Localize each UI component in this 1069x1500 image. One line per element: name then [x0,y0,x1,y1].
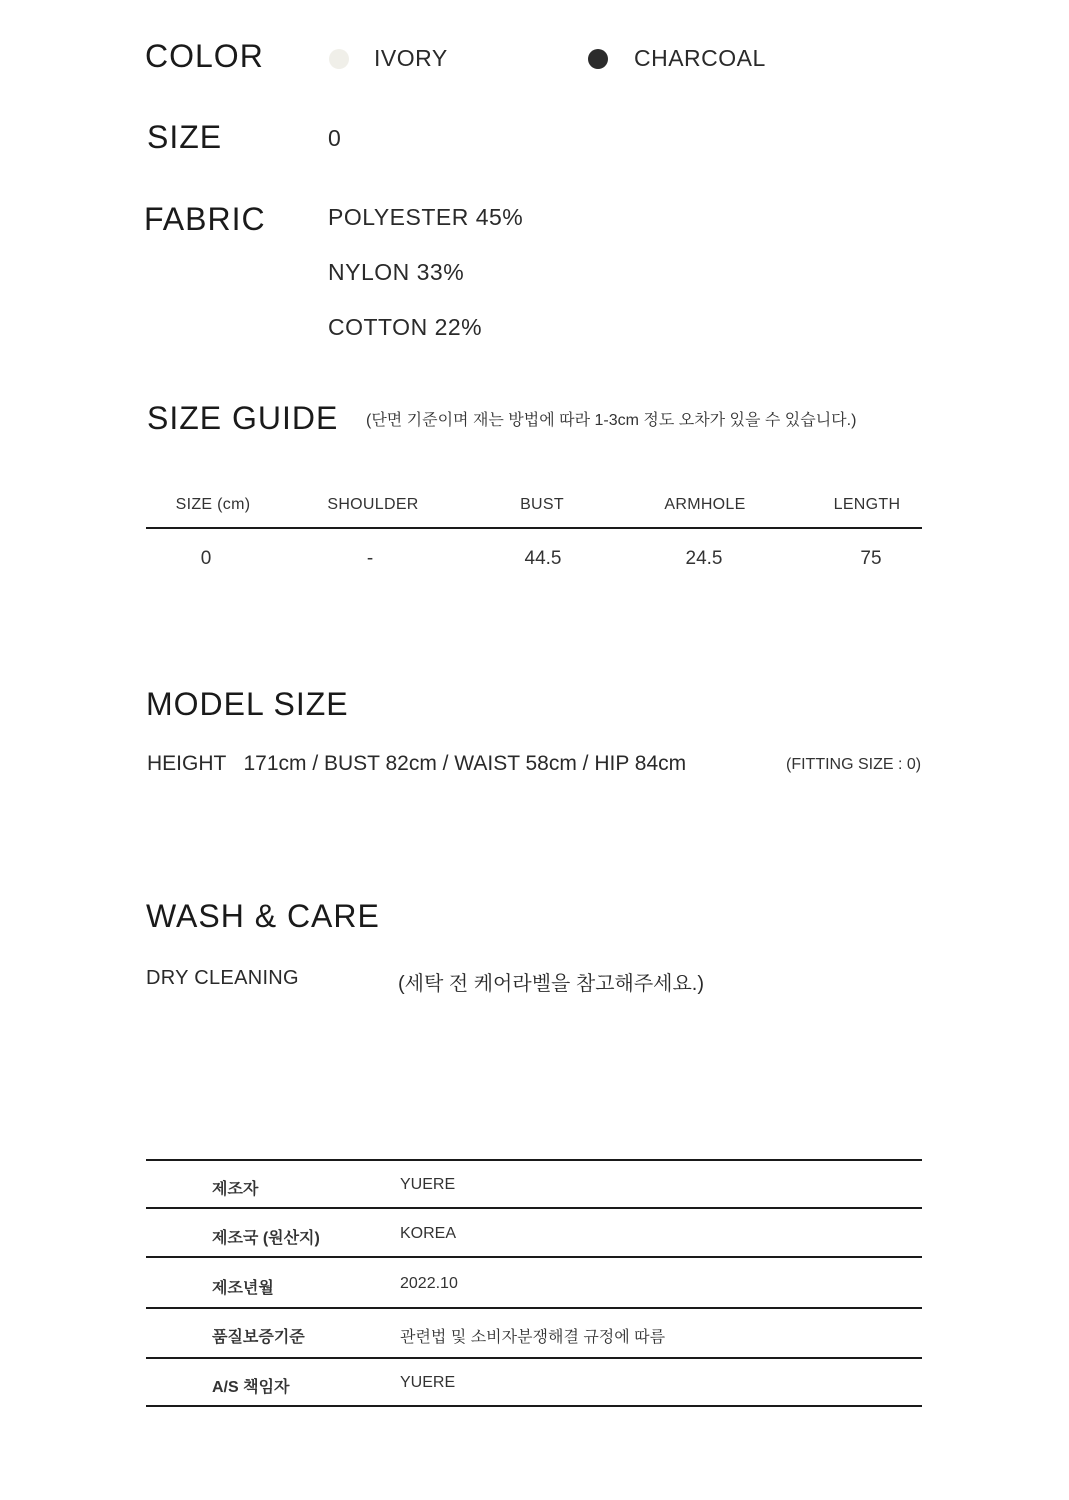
size-guide-header: ARMHOLE [664,496,746,513]
info-label-manufacture-date: 제조년월 [212,1280,274,1297]
wash-note: (세탁 전 케어라벨을 참고해주세요.) [398,973,705,995]
size-guide-divider [146,527,922,529]
info-value-manufacturer: YUERE [400,1176,456,1193]
size-guide-header: SHOULDER [327,496,419,513]
info-label-manufacturer: 제조자 [212,1181,259,1198]
model-size-details: HEIGHT 171cm / BUST 82cm / WAIST 58cm / HIP 84cm [147,752,687,775]
size-guide-cell: 44.5 [524,548,562,569]
fabric-item: POLYESTER 45% [328,204,524,230]
size-guide-header: SIZE (cm) [175,496,251,513]
info-row-divider [146,1357,922,1359]
info-row-divider [146,1307,922,1309]
info-row-divider [146,1207,922,1209]
info-table-top-border [146,1159,922,1161]
size-guide-header: LENGTH [833,496,901,513]
size-guide-header: BUST [520,496,564,513]
size-guide-note: (단면 기준이며 재는 방법에 따라 1-3cm 정도 오차가 있을 수 있습니다.) [366,412,857,429]
size-guide-heading: SIZE GUIDE [147,400,339,436]
fabric-item: NYLON 33% [328,259,465,285]
info-label-quality-standard: 품질보증기준 [212,1329,305,1346]
size-heading: SIZE [147,119,223,155]
info-table-bottom-border [146,1405,922,1407]
wash-method: DRY CLEANING [146,967,299,989]
size-guide-cell: 75 [860,548,882,569]
info-value-country: KOREA [400,1225,457,1242]
charcoal-swatch [588,49,608,69]
ivory-swatch [329,49,349,69]
size-value: 0 [328,125,342,151]
color-option-charcoal: CHARCOAL [634,45,766,71]
fabric-heading: FABRIC [144,201,266,237]
info-label-as-manager: A/S 책임자 [212,1379,290,1396]
info-value-as-manager: YUERE [400,1374,456,1391]
model-size-heading: MODEL SIZE [146,686,349,722]
fitting-size: (FITTING SIZE : 0) [786,756,922,773]
size-guide-cell: - [366,548,374,569]
info-value-manufacture-date: 2022.10 [400,1275,458,1292]
info-value-quality-standard: 관련법 및 소비자분쟁해결 규정에 따름 [400,1329,666,1346]
info-row-divider [146,1256,922,1258]
size-guide-cell: 24.5 [685,548,723,569]
color-option-ivory: IVORY [374,45,448,71]
color-heading: COLOR [145,38,264,74]
info-label-country: 제조국 (원산지) [212,1230,320,1247]
wash-care-heading: WASH & CARE [146,898,380,934]
fabric-item: COTTON 22% [328,314,483,340]
size-guide-cell: 0 [200,548,212,569]
